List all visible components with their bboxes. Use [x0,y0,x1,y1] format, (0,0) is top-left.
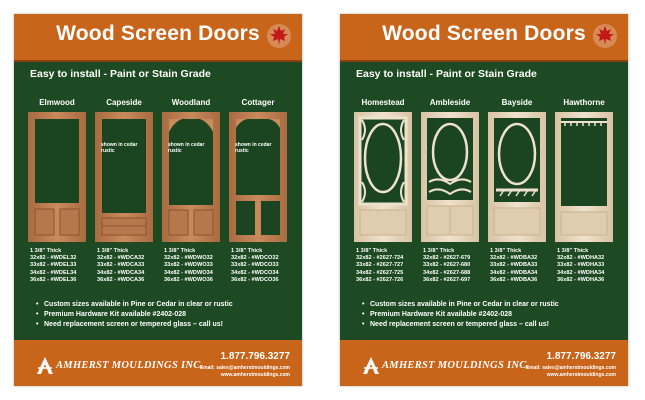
finish-note: shown in cedar rustic [101,142,138,154]
header-banner [14,14,302,62]
company-logo [36,354,204,376]
door-specs [97,248,159,284]
spec-line: 36x82 - #2627-697 [423,276,471,283]
spec-line: 34x82 - #WDCO34 [231,269,279,276]
spec-line: 36x82 - #2627-726 [356,276,404,283]
spec-line: 1 3/8" Thick [231,248,263,254]
spec-line: 36x82 - #WDEL36 [30,276,77,283]
flyer-subtitle: Easy to install - Paint or Stain Grade [30,68,211,80]
door-image [555,112,613,242]
feature-item: • Premium Hardware Kit available #2402-028 [362,310,559,320]
email-text: Email: sales@amherstmouldings.com [525,365,616,371]
feature-item: • Custom sizes available in Pine or Cedar in clear or rustic [362,300,559,310]
flyer-title: Wood Screen Doors [382,22,586,45]
footer-banner [14,340,302,386]
spec-line: 33x82 - #WDCA33 [97,262,145,269]
spec-line: 34x82 - #2627-725 [356,269,404,276]
spec-line: 32x82 - #2627-679 [423,255,471,262]
spec-line: 34x82 - #WDHA34 [557,269,605,276]
email-text: Email: sales@amherstmouldings.com [199,365,290,371]
header-banner [340,14,628,62]
door-image [354,112,412,242]
maple-leaf-icon [592,23,618,49]
door-specs [557,248,619,284]
contact-info [526,365,616,378]
spec-line: 33x82 - #2627-680 [423,262,471,269]
flyer-subtitle: Easy to install - Paint or Stain Grade [356,68,537,80]
spec-line: 34x82 - #WDEL34 [30,269,77,276]
door-specs [356,248,418,284]
door-row [26,90,290,286]
door-name: Hawthorne [563,98,605,107]
door-name: Woodland [171,98,211,107]
feature-item: • Premium Hardware Kit available #2402-028 [36,310,233,320]
spec-line: 32x82 - #WDWO32 [164,255,213,262]
contact-info [200,365,290,378]
spec-line: 1 3/8" Thick [557,248,589,254]
company-name: AMHERST MOULDINGS INC. [382,359,530,371]
spec-line: 32x82 - #WDCO32 [231,255,279,262]
spec-line: 1 3/8" Thick [30,248,62,254]
door-specs [423,248,485,284]
door-image [229,112,287,242]
door-specs [30,248,92,284]
spec-line: 36x82 - #WDWO36 [164,276,213,283]
spec-line: 33x82 - #2627-727 [356,262,404,269]
phone-number: 1.877.796.3277 [220,351,290,362]
door-name: Cottager [241,98,275,107]
spec-line: 36x82 - #WDCA36 [97,276,145,283]
spec-line: 36x82 - #WDHA36 [557,276,605,283]
spec-line: 32x82 - #WDBA32 [490,255,538,262]
spec-line: 34x82 - #WDWO34 [164,269,213,276]
door-image [162,112,220,242]
door-image [95,112,153,242]
amherst-a-icon [36,355,54,375]
footer-banner [340,340,628,386]
spec-line: 1 3/8" Thick [356,248,388,254]
feature-list [362,300,559,330]
spec-line: 33x82 - #WDCO33 [231,262,279,269]
feature-list [36,300,233,330]
door-row [352,90,616,286]
maple-leaf-icon [266,23,292,49]
spec-line: 34x82 - #2627-688 [423,269,471,276]
spec-line: 34x82 - #WDCA34 [97,269,145,276]
website-text: www.amherstmouldings.com [220,371,290,378]
spec-line: 33x82 - #WDEL33 [30,262,77,269]
spec-line: 32x82 - #WDEL32 [30,255,77,262]
feature-item: • Custom sizes available in Pine or Cedar in clear or rustic [36,300,233,310]
door-name: Bayside [501,98,533,107]
spec-line: 33x82 - #WDHA33 [557,262,605,269]
phone-number: 1.877.796.3277 [546,351,616,362]
door-name: Homestead [361,98,405,107]
spec-line: 32x82 - #2627-724 [356,255,404,262]
door-image [421,112,479,242]
flyer-right [340,14,628,386]
spec-line: 1 3/8" Thick [97,248,129,254]
spec-line: 1 3/8" Thick [164,248,196,254]
door-image [488,112,546,242]
door-name: Capeside [106,98,142,107]
door-specs [490,248,552,284]
company-logo [362,354,530,376]
company-name: AMHERST MOULDINGS INC. [56,359,204,371]
flyer-left [14,14,302,386]
spec-line: 1 3/8" Thick [490,248,522,254]
spec-line: 34x82 - #WDBA34 [490,269,538,276]
spec-line: 36x82 - #WDBA36 [490,276,538,283]
spec-line: 32x82 - #WDCA32 [97,255,145,262]
finish-note: shown in cedar rustic [235,142,272,154]
flyer-title: Wood Screen Doors [56,22,260,45]
spec-line: 33x82 - #WDBA33 [490,262,538,269]
amherst-a-icon [362,355,380,375]
spec-line: 32x82 - #WDHA32 [557,255,605,262]
feature-item: • Need replacement screen or tempered glass – call us! [36,320,233,330]
feature-item: • Need replacement screen or tempered glass – call us! [362,320,559,330]
door-specs [231,248,293,284]
door-specs [164,248,226,284]
door-image [28,112,86,242]
door-name: Elmwood [39,98,75,107]
spec-line: 33x82 - #WDWO33 [164,262,213,269]
spec-line: 36x82 - #WDCO36 [231,276,279,283]
website-text: www.amherstmouldings.com [546,371,616,378]
door-name: Ambleside [429,98,471,107]
finish-note: shown in cedar rustic [168,142,205,154]
spec-line: 1 3/8" Thick [423,248,455,254]
